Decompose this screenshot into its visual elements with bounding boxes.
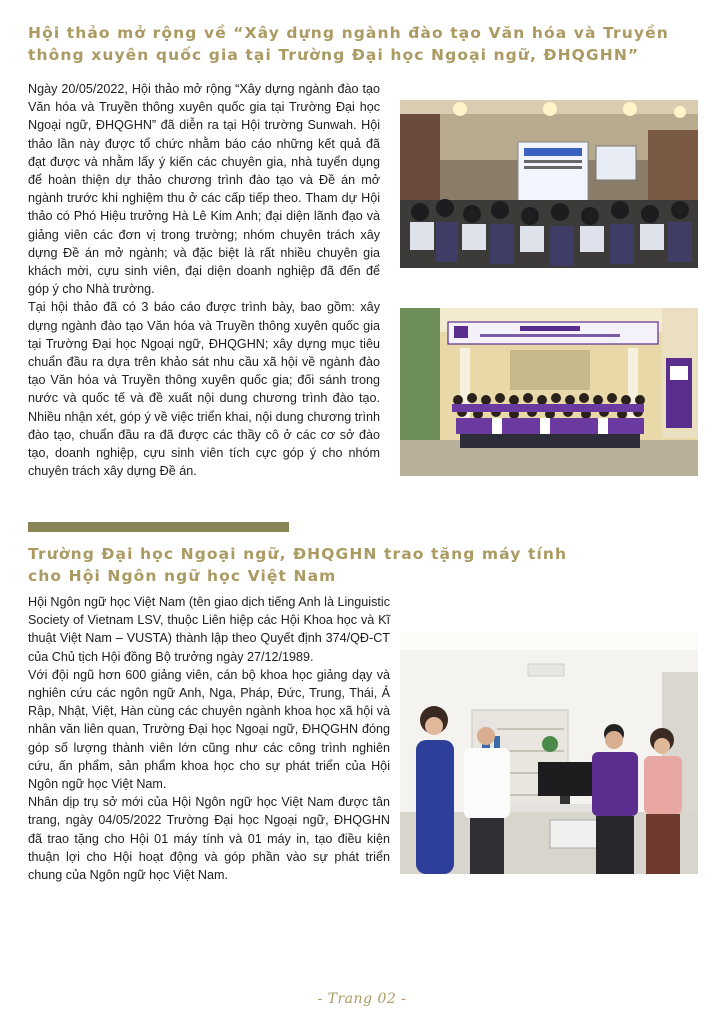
photo-computer-donation <box>400 632 698 874</box>
article-1-paragraph: Tại hội thảo đã có 3 báo cáo được trình bày, bao gồm: xây dựng ngành đào tạo Văn hóa và Truyền thông xuyên quốc gia tại Trường Đại học Ngoại ngữ, ĐHQGHN; xây dựng mục tiêu chuẩn đầu ra dựa trên khảo sát nhu cầu xã hội về ngành đào tạo Văn hóa và Truyền thông xuyên quốc gia; đối sánh trong nước và quốc tế và đề xuất nội dung chương trình đào tạo. Nhiều nhận xét, góp ý về việc triển khai, nội dung chương trình đào tạo, chuẩn đầu ra đã được các thầy cô ở các cơ sở đào tạo, doanh nghiệp, cựu sinh viên tích cực góp ý cho nhóm chuyên trách xây dựng Đề án. <box>28 300 380 479</box>
article-2-paragraph: Hội Ngôn ngữ học Việt Nam (tên giao dịch tiếng Anh là Linguistic Society of Vietnam LSV, thuộc Liên hiệp các Hội Khoa học và Kĩ thuật Việt Nam – VUSTA) thành lập theo Quyết định 374/QĐ-CT của Chủ tịch Hội đồng Bộ trưởng ngày 27/12/1989. <box>28 595 390 664</box>
article-2-paragraph: Với đội ngũ hơn 600 giảng viên, cán bộ khoa học giảng dạy và nghiên cứu các ngôn ngữ Anh, Nga, Pháp, Đức, Trung, Thái, Ả Rập, Nhật, Việt, Hàn cùng các chuyên ngành khoa học xã hội và nhân văn liên quan, Trường Đại học Ngoại ngữ, ĐHQGHN đóng góp số lượng thành viên lớn cũng như các công trình nghiên cứu, ấn phẩm, sản phẩm khoa học cho sự phát triển của Hội Ngôn ngữ học Việt Nam. <box>28 667 390 792</box>
article-2-title-line-1: Trường Đại học Ngoại ngữ, ĐHQGHN trao tặng máy tính <box>28 545 568 563</box>
page-number: - Trang 02 - <box>317 991 407 1007</box>
article-1-paragraph: Ngày 20/05/2022, Hội thảo mở rộng “Xây dựng ngành đào tạo Văn hóa và Truyền thông xuyên quốc gia tại Trường Đại học Ngoại ngữ, ĐHQGHN” đã diễn ra tại Hội trường Sunwah. Hội thảo lần này được tổ chức nhằm báo cáo những kết quả đã đạt được và nhằm lấy ý kiến các chuyên gia, nhà tuyển dụng để hoàn thiện dự thảo chương trình đào tạo và Đề án mở ngành trước khi nghiệm thu ở các cấp tiếp theo. Tham dự Hội thảo có Phó Hiệu trưởng Hà Lê Kim Anh; đại diện lãnh đạo và giảng viên các đơn vị trong trường; nhóm chuyên trách xây dựng Đề án mở ngành; và đặc biệt là rất nhiều chuyên gia khách mời, cựu sinh viên, đại diện doanh nghiệp đã đến để góp ý cho Nhà trường. <box>28 82 380 297</box>
photo-group-building <box>400 308 698 476</box>
article-2-body <box>28 593 390 884</box>
article-1-body <box>28 80 380 480</box>
article-1-title: Hội thảo mở rộng về “Xây dựng ngành đào tạo Văn hóa và Truyền thông xuyên quốc gia tại Trường Đại học Ngoại ngữ, ĐHQGHN” <box>28 24 669 64</box>
article-2-title <box>28 543 718 587</box>
photo-seminar-hall <box>400 100 698 268</box>
article-2-title-line-2: cho Hội Ngôn ngữ học Việt Nam <box>28 567 337 585</box>
article-2-paragraph: Nhân dịp trụ sở mới của Hội Ngôn ngữ học Việt Nam được tân trang, ngày 04/05/2022 Trường Đại học Ngoại ngữ, ĐHQGHN đã trao tặng cho Hội 01 máy tính và 01 máy in, tạo điều kiện thuận lợi cho Hội hoạt động và góp phần vào sự phát triển chung của Ngôn ngữ học Việt Nam. <box>28 795 390 883</box>
section-divider <box>28 522 289 532</box>
